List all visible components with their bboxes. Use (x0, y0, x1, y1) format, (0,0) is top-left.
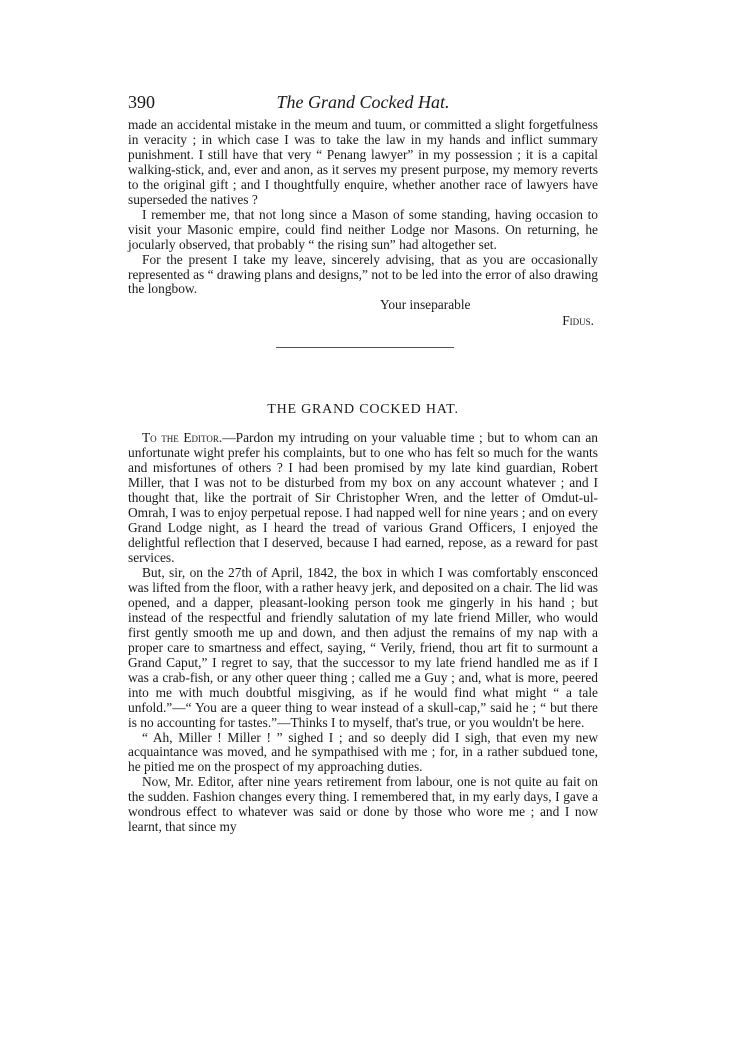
letter-paragraph: made an accidental mistake in the meum and tuum, or committed a slight forgetfulness in veracity ; in which case I was to take the law in my hands and inflict summary punishment. I still have that very “ Penang lawyer” in my possession ; it is a capital walking-stick, and, ever and anon, as it serves my present purpose, my memory reverts to the original gift ; and I thoughtfully enquire, whether another race of lawyers have superseded the natives ? (128, 117, 598, 207)
article-body (128, 431, 598, 835)
document-page (128, 92, 598, 835)
letter-signature: Fidus. (562, 313, 594, 329)
article-paragraph (128, 431, 598, 566)
page-number: 390 (128, 92, 155, 112)
article-paragraph: But, sir, on the 27th of April, 1842, the box in which I was comfortably ensconced was lifted from the floor, with a rather heavy jerk, and deposited on a chair. The lid was opened, and a dapper, pleasant-looking person took me gingerly in his hand ; but instead of the respectful and friendly salutation of my late friend Miller, who would first gently smooth me up and down, and then adjust the remains of my nap with a proper care to smartness and effect, saying, “ Verily, friend, thou art fit to surmount a Grand Caput,” I regret to say, that the successor to my late friend handled me as if I was a crab-fish, or any other queer thing ; called me a Guy ; and, what is more, peered into me with much doubtful misgiving, as if he would find what might “ a tale unfold.”—“ You are a queer thing to wear instead of a skull-cap,” said he ; “ but there is no accounting for tastes.”—Thinks I to myself, that's true, or you wouldn't be here. (128, 565, 598, 730)
letter-closing: Your inseparable (380, 297, 471, 313)
article-paragraph-text: —Pardon my intruding on your valuable time ; but to whom can an unfortunate wight prefer his complaints, but to one who has felt so much for the wants and misfortunes of others ? I had been promised by my late kind guardian, Robert Miller, that I was not to be disturbed from my box on any account whatever ; and I thought that, like the portrait of Sir Christopher Wren, and the letter of Omdut-ul-Omrah, I was to enjoy perpetual repose. I had napped well for nine years ; and on every Grand Lodge night, as I heard the tread of various Grand Officers, I enjoyed the delightful reflection that I deserved, because I had earned, repose, as a reward for past services. (128, 430, 598, 566)
letter-paragraph: For the present I take my leave, sincerely advising, that as you are occasionally represented as “ drawing plans and designs,” not to be led into the error of also drawing the longbow. (128, 251, 598, 297)
running-title: The Grand Cocked Hat. (276, 92, 450, 112)
letter-paragraph: I remember me, that not long since a Mason of some standing, having occasion to visit your Masonic empire, could find neither Lodge nor Masons. On returning, he jocularly observed, that probably “ the rising sun” had altogether set. (128, 206, 598, 252)
letter-body (128, 118, 598, 329)
article-title: THE GRAND COCKED HAT. (267, 402, 459, 418)
article-paragraph: “ Ah, Miller ! Miller ! ” sighed I ; and so deeply did I sigh, that even my new acquaintance was moved, and he sympathised with me ; for, in a rather subdued tone, he pitied me on the prospect of my approaching duties. (128, 729, 598, 775)
section-divider (276, 347, 454, 348)
running-head (128, 92, 598, 118)
salutation: To the Editor. (142, 430, 223, 446)
article-paragraph: Now, Mr. Editor, after nine years retirement from labour, one is not quite au fait on the sudden. Fashion changes every thing. I remembered that, in my early days, I gave a wondrous effect to whatever was said or done by those who wore me ; and I now learnt, that since my (128, 774, 598, 835)
